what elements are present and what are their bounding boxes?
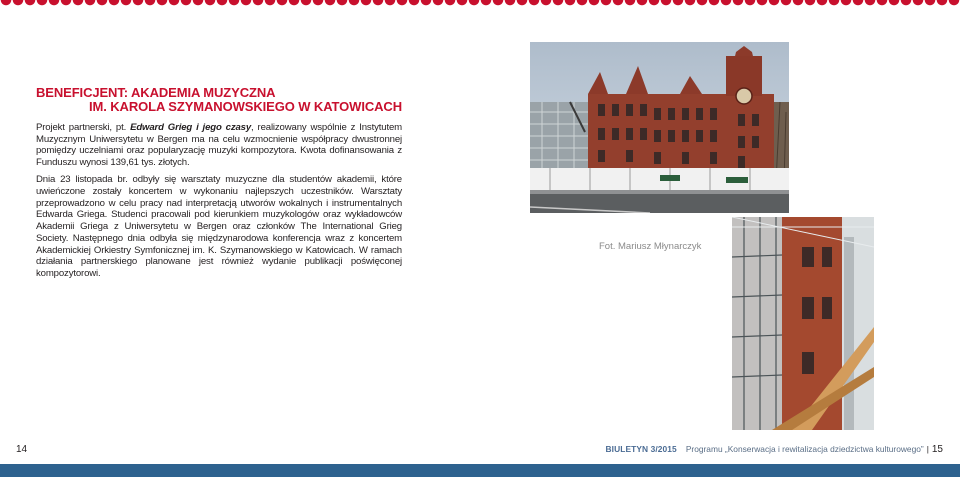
paragraph-1-intro: Projekt partnerski, pt. xyxy=(36,122,131,133)
paragraph-1-rest: , realizowany wspólnie z Instytutem Muzycznym Uniwersytetu w Bergen ma na celu wzmocnienie współpracy dwustronnej pomiędzy uczelniami oraz popularyzację muzyki kompozytora. Kwota dofinansowania z Funduszu wynosi 139,61 tys. złotych. xyxy=(36,122,402,169)
work-title: Edward Grieg i jego czasy xyxy=(130,122,252,133)
page-footer xyxy=(606,444,944,455)
bulletin-label: BIULETYN 3/2015 xyxy=(605,444,677,454)
interior-photo xyxy=(732,217,874,430)
building-photo xyxy=(530,42,789,213)
article-body xyxy=(36,122,402,285)
photo-credit: Fot. Mariusz Młynarczyk xyxy=(599,241,702,252)
section-heading xyxy=(36,86,402,114)
program-name: Programu „Konserwacja i rewitalizacja dziedzictwa kulturowego” xyxy=(685,444,924,454)
page-number-right: 15 xyxy=(931,444,943,455)
paragraph-1 xyxy=(36,122,402,169)
footer-separator: | xyxy=(926,444,929,454)
decorative-top-border xyxy=(0,0,960,8)
bottom-color-bar xyxy=(0,464,960,477)
page-number-left: 14 xyxy=(16,444,28,455)
heading-line-1: BENEFICJENT: AKADEMIA MUZYCZNA xyxy=(36,85,276,100)
heading-line-2: IM. KAROLA SZYMANOWSKIEGO W KATOWICACH xyxy=(89,99,402,114)
paragraph-2: Dnia 23 listopada br. odbyły się warsztaty muzyczne dla studentów akademii, które uwieńczone zostały koncertem w wykonaniu najlepszych uczestników. Warsztaty przeprowadzono w celu pracy nad interpretacją utworów wokalnych i instrumentalnych Edwarda Griega. Studenci pracowali pod kierunkiem muzykologów oraz wykładowców Akademii Griega z Uniwersytetu w Bergen oraz członków The International Grieg Society. Następnego dnia odbyła się międzynarodowa konferencja wraz z koncertem Akademickiej Orkiestry Symfonicznej im. K. Szymanowskiego w Katowicach. W ramach działania partnerskiego planowane jest również wydanie publikacji poświęconej kompozytorowi. xyxy=(36,174,402,279)
